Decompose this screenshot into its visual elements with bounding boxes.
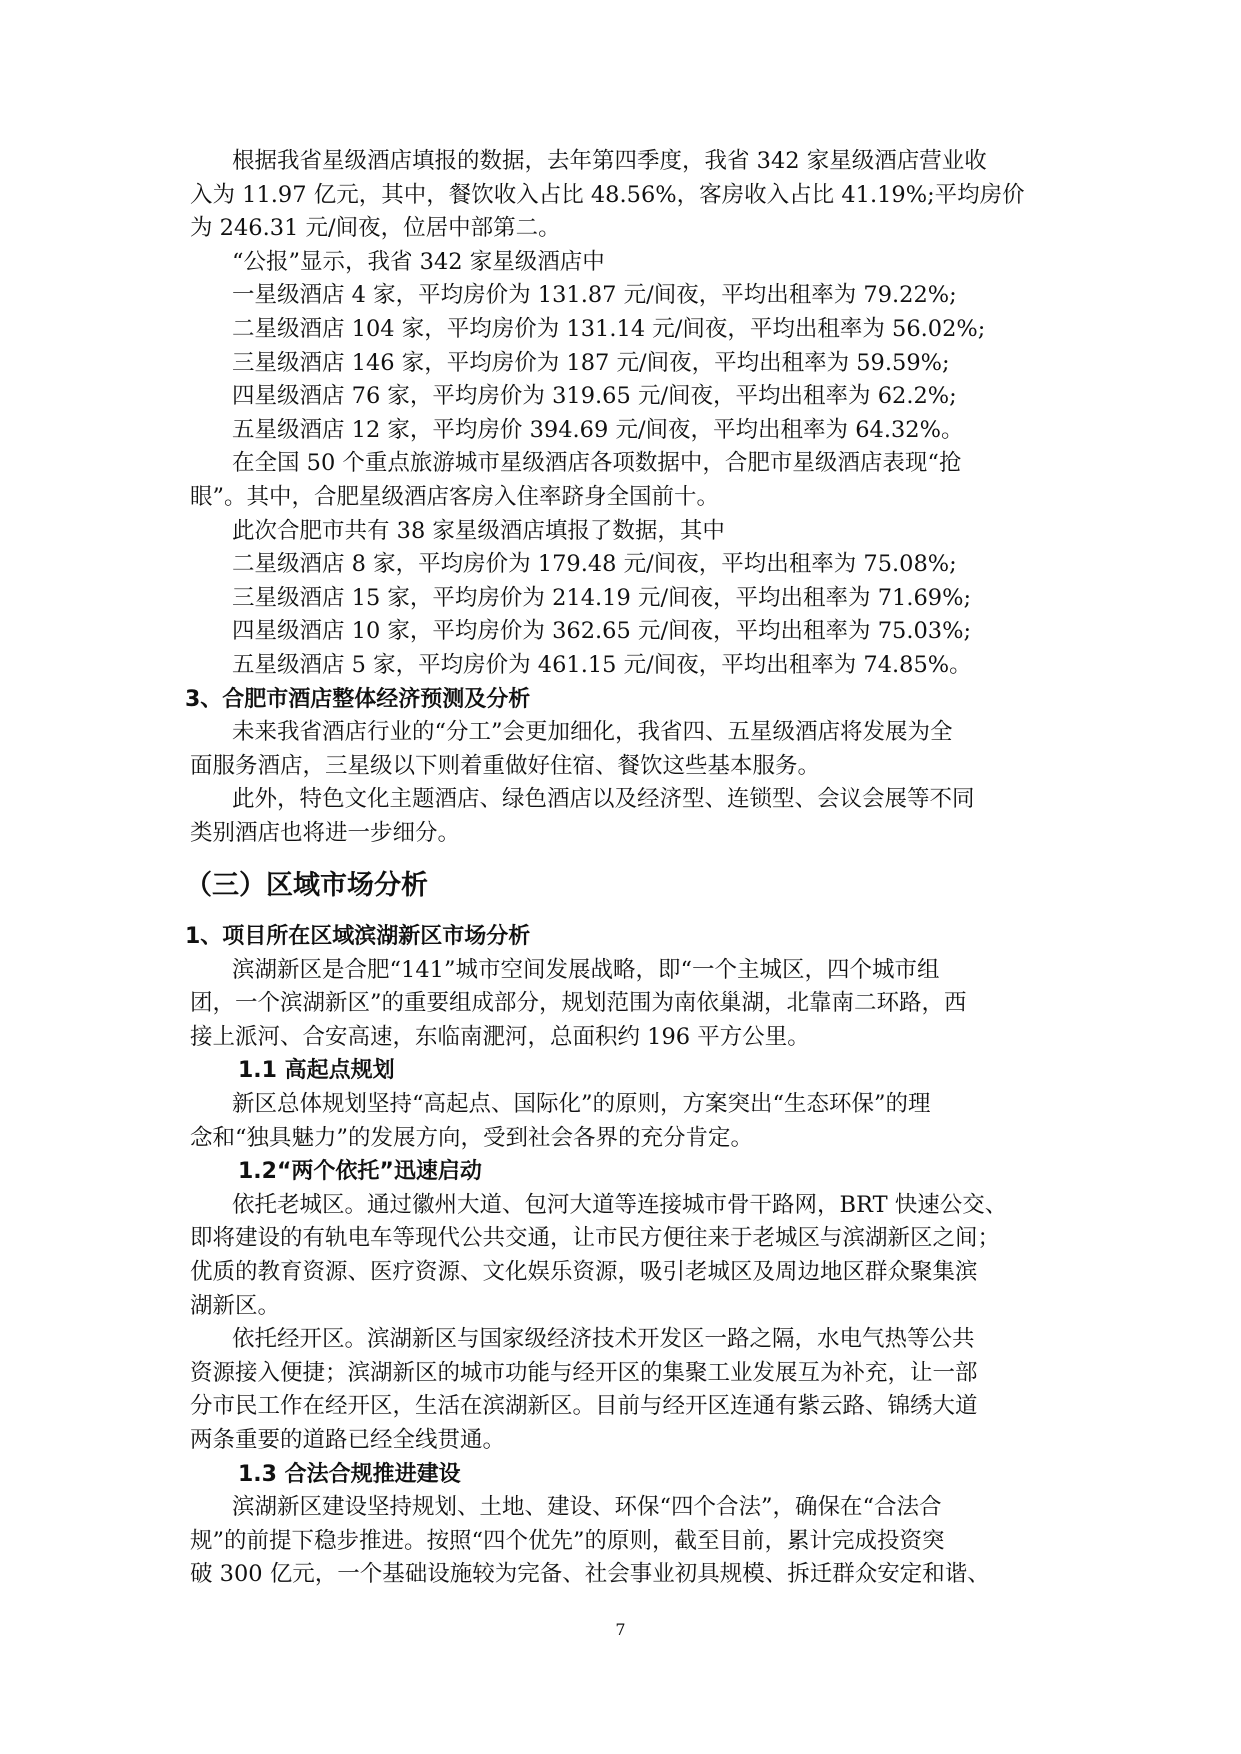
section-title: （三）区域市场分析 bbox=[185, 870, 428, 901]
regional-market-section bbox=[0, 866, 1241, 906]
paragraph-line: 为 246.31 元/间夜，位居中部第二。 bbox=[190, 215, 561, 242]
paragraph-line: 湖新区。 bbox=[190, 1292, 281, 1319]
binhu-analysis-section bbox=[0, 920, 1241, 1592]
paragraph-line: 即将建设的有轨电车等现代公共交通，让市民方便往来于老城区与滨湖新区之间； bbox=[190, 1225, 1001, 1252]
paragraph-line: 四星级酒店 76 家，平均房价为 319.65 元/间夜，平均出租率为 62.2%; bbox=[232, 383, 957, 410]
paragraph-line: 入为 11.97 亿元，其中，餐饮收入占比 48.56%，客房收入占比 41.19%;平均房价 bbox=[190, 181, 1025, 208]
paragraph-line: 面服务酒店，三星级以下则着重做好住宿、餐饮这些基本服务。 bbox=[190, 752, 821, 779]
paragraph-line: 接上派河、合安高速，东临南淝河，总面积约 196 平方公里。 bbox=[190, 1023, 810, 1050]
paragraph-line: 三星级酒店 146 家，平均房价为 187 元/间夜，平均出租率为 59.59%; bbox=[232, 349, 950, 376]
paragraph-line: 未来我省酒店行业的“分工”会更加细化，我省四、五星级酒店将发展为全 bbox=[232, 719, 953, 746]
hotel-stats-section bbox=[0, 145, 1241, 850]
heading-hotel-forecast: 3、合肥市酒店整体经济预测及分析 bbox=[185, 686, 531, 712]
paragraph-line: 依托经开区。滨湖新区与国家级经济技术开发区一路之隔，水电气热等公共 bbox=[232, 1326, 975, 1353]
paragraph-line: 新区总体规划坚持“高起点、国际化”的原则，方案突出“生态环保”的理 bbox=[232, 1090, 931, 1117]
paragraph-line: 二星级酒店 104 家，平均房价为 131.14 元/间夜，平均出租率为 56.02%; bbox=[232, 315, 986, 342]
paragraph-line: 优质的教育资源、医疗资源、文化娱乐资源，吸引老城区及周边地区群众聚集滨 bbox=[190, 1258, 978, 1285]
paragraph-line: 依托老城区。通过徽州大道、包河大道等连接城市骨干路网，BRT 快速公交、 bbox=[232, 1191, 1008, 1218]
paragraph-line: 破 300 亿元，一个基础设施较为完备、社会事业初具规模、拆迁群众安定和谐、 bbox=[190, 1561, 990, 1588]
paragraph-line: 分市民工作在经开区，生活在滨湖新区。目前与经开区连通有紫云路、锦绣大道 bbox=[190, 1393, 978, 1420]
paragraph-line: 此次合肥市共有 38 家星级酒店填报了数据，其中 bbox=[232, 517, 725, 544]
page-number: 7 bbox=[615, 1620, 626, 1639]
subheading-legal-construction: 1.3 合法合规推进建设 bbox=[238, 1461, 461, 1487]
paragraph-line: 一星级酒店 4 家，平均房价为 131.87 元/间夜，平均出租率为 79.22%; bbox=[232, 282, 957, 309]
subheading-two-supports: 1.2“两个依托”迅速启动 bbox=[238, 1159, 482, 1185]
paragraph-line: 两条重要的道路已经全线贯通。 bbox=[190, 1426, 506, 1453]
paragraph-line: 滨湖新区是合肥“141”城市空间发展战略，即“一个主城区，四个城市组 bbox=[232, 956, 940, 983]
paragraph-line: 资源接入便捷；滨湖新区的城市功能与经开区的集聚工业发展互为补充，让一部 bbox=[190, 1359, 978, 1386]
heading-binhu-analysis: 1、项目所在区域滨湖新区市场分析 bbox=[185, 924, 531, 949]
paragraph-line: 五星级酒店 5 家，平均房价为 461.15 元/间夜，平均出租率为 74.85%。 bbox=[232, 651, 972, 678]
paragraph-line: “公报”显示，我省 342 家星级酒店中 bbox=[232, 248, 605, 275]
paragraph-line: 规”的前提下稳步推进。按照“四个优先”的原则，截至目前，累计完成投资突 bbox=[190, 1527, 945, 1554]
subheading-planning: 1.1 高起点规划 bbox=[238, 1058, 395, 1084]
paragraph-line: 眼”。其中，合肥星级酒店客房入住率跻身全国前十。 bbox=[190, 483, 720, 510]
paragraph-line: 类别酒店也将进一步细分。 bbox=[190, 819, 461, 846]
paragraph-line: 团，一个滨湖新区”的重要组成部分，规划范围为南依巢湖，北靠南二环路，西 bbox=[190, 990, 967, 1017]
paragraph-line: 二星级酒店 8 家，平均房价为 179.48 元/间夜，平均出租率为 75.08%; bbox=[232, 551, 957, 578]
paragraph-line: 五星级酒店 12 家，平均房价 394.69 元/间夜，平均出租率为 64.32%。 bbox=[232, 416, 964, 443]
paragraph-line: 在全国 50 个重点旅游城市星级酒店各项数据中，合肥市星级酒店表现“抢 bbox=[232, 450, 962, 477]
paragraph-line: 滨湖新区建设坚持规划、土地、建设、环保“四个合法”，确保在“合法合 bbox=[232, 1494, 942, 1521]
paragraph-line: 根据我省星级酒店填报的数据，去年第四季度，我省 342 家星级酒店营业收 bbox=[232, 148, 987, 174]
paragraph-line: 念和“独具魅力”的发展方向，受到社会各界的充分肯定。 bbox=[190, 1124, 754, 1151]
paragraph-line: 此外，特色文化主题酒店、绿色酒店以及经济型、连锁型、会议会展等不同 bbox=[232, 786, 975, 813]
paragraph-line: 三星级酒店 15 家，平均房价为 214.19 元/间夜，平均出租率为 71.69%; bbox=[232, 584, 972, 611]
paragraph-line: 四星级酒店 10 家，平均房价为 362.65 元/间夜，平均出租率为 75.03%; bbox=[232, 618, 972, 645]
